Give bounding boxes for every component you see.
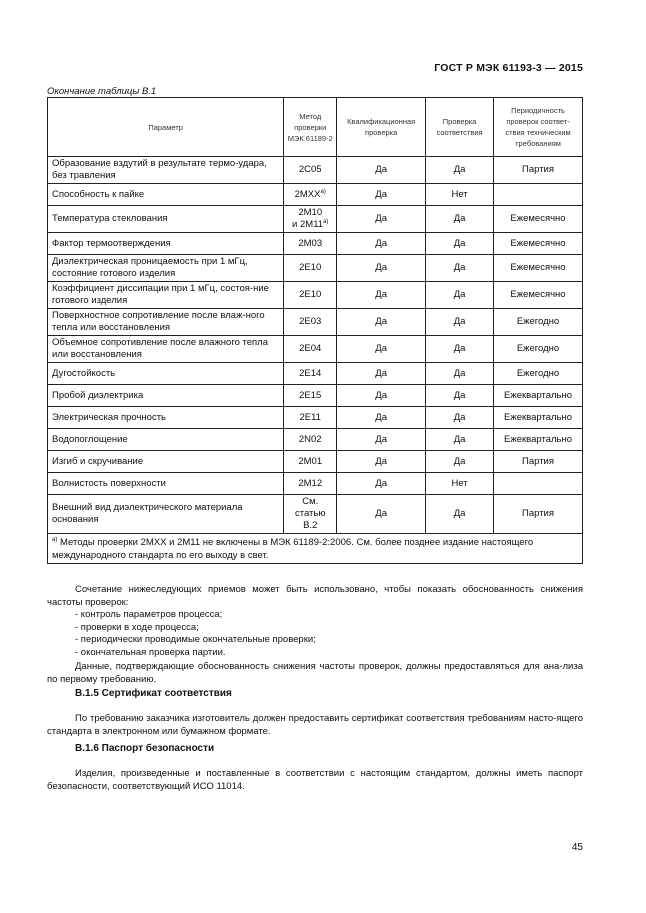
cell-conformance: Да	[426, 233, 494, 255]
cell-conformance: Да	[426, 309, 494, 336]
cell-method: 2Е03	[284, 309, 337, 336]
cell-parameter: Фактор термоотверждения	[48, 233, 284, 255]
cell-conformance: Да	[426, 282, 494, 309]
cell-method: 2Е14	[284, 363, 337, 385]
table-row	[48, 282, 583, 309]
table-row	[48, 385, 583, 407]
cell-parameter: Волнистость поверхности	[48, 473, 284, 495]
cell-qualification: Да	[337, 473, 426, 495]
cell-method	[284, 495, 337, 534]
cell-qualification: Да	[337, 451, 426, 473]
cell-parameter: Способность к пайке	[48, 184, 284, 206]
cell-parameter: Внешний вид диэлектрического материала основания	[48, 495, 284, 534]
cell-conformance: Да	[426, 495, 494, 534]
cell-parameter: Изгиб и скручивание	[48, 451, 284, 473]
page-number: 45	[571, 842, 583, 853]
cell-parameter: Поверхностное сопротивление после влаж-ного тепла или восстановления	[48, 309, 284, 336]
cell-periodicity: Ежеквартально	[494, 407, 583, 429]
section-title-safety: В.1.6 Паспорт безопасности	[75, 743, 215, 754]
cell-parameter: Коэффициент диссипации при 1 мГц, состоя-ние готового изделия	[48, 282, 284, 309]
cell-method: 2M12	[284, 473, 337, 495]
cell-method: 2Е10	[284, 282, 337, 309]
cell-periodicity: Партия	[494, 495, 583, 534]
cell-method: 2Е04	[284, 336, 337, 363]
table-row	[48, 473, 583, 495]
requirements-table	[47, 97, 583, 564]
list-item: - проверки в ходе процесса;	[75, 621, 199, 633]
method-text: 2M10	[298, 207, 323, 218]
header-conformance: Проверка соответствия	[426, 98, 494, 157]
cell-method: 2Е15	[284, 385, 337, 407]
method-text-line2: и 2M11	[292, 219, 324, 230]
cell-parameter: Дугостойкость	[48, 363, 284, 385]
cell-conformance: Да	[426, 255, 494, 282]
cell-qualification: Да	[337, 255, 426, 282]
cell-periodicity: Ежеквартально	[494, 385, 583, 407]
table-row	[48, 407, 583, 429]
cell-method	[284, 157, 337, 184]
table-caption: Окончание таблицы В.1	[47, 86, 157, 97]
list-item: - окончательная проверка партии.	[75, 647, 226, 659]
table-row	[48, 206, 583, 233]
table-row	[48, 451, 583, 473]
cell-periodicity: Ежеквартально	[494, 429, 583, 451]
cell-method: 2Е10	[284, 255, 337, 282]
list-item: - контроль параметров процесса;	[75, 609, 223, 620]
table-row	[48, 363, 583, 385]
cell-conformance: Да	[426, 206, 494, 233]
footnote-ref: а)	[323, 218, 329, 225]
table-body	[48, 157, 583, 564]
cell-qualification: Да	[337, 407, 426, 429]
cell-conformance: Нет	[426, 184, 494, 206]
table-row	[48, 336, 583, 363]
cell-qualification: Да	[337, 385, 426, 407]
cell-parameter: Температура стеклования	[48, 206, 284, 233]
paragraph-data: Данные, подтверждающие обоснованность снижения частоты проверок, должны предоставляться для ана-лиза по первому требованию.	[47, 660, 583, 685]
cell-periodicity: Ежегодно	[494, 309, 583, 336]
cell-parameter: Образование вздутий в результате термо-удара, без травления	[48, 157, 284, 184]
cell-periodicity: Ежемесячно	[494, 206, 583, 233]
cell-conformance: Да	[426, 363, 494, 385]
cell-method	[284, 184, 337, 206]
safety-text-block	[47, 767, 583, 793]
footnote-text: Методы проверки 2МХХ и 2M11 не включены в МЭК 61189-2:2006. См. более позднее издание настоящего международного стандарта по его выходу в свет.	[52, 536, 534, 561]
cell-parameter: Пробой диэлектрика	[48, 385, 284, 407]
table-footnote	[48, 534, 583, 564]
document-header: ГОСТ Р МЭК 61193-3 — 2015	[434, 62, 583, 74]
method-text: 2C05	[298, 164, 322, 175]
cell-method	[284, 206, 337, 233]
method-text: См. статью	[294, 496, 326, 519]
cell-parameter: Диэлектрическая проницаемость при 1 мГц, состояние готового изделия	[48, 255, 284, 282]
table-row	[48, 429, 583, 451]
table-row	[48, 233, 583, 255]
cell-qualification: Да	[337, 495, 426, 534]
cell-method: 2N02	[284, 429, 337, 451]
table-row	[48, 184, 583, 206]
techniques-list	[47, 609, 583, 660]
header-method: Метод проверки МЭК 61189-2	[284, 98, 337, 157]
paragraph-safety: Изделия, произведенные и поставленные в соответствии с настоящим стандартом, должны иметь паспорт безопасности, соответствующий ИСО 11014.	[47, 768, 583, 792]
cell-periodicity	[494, 473, 583, 495]
header-periodicity: Периодичность проверок соответ-ствия техническим требованиям	[494, 98, 583, 157]
cell-qualification: Да	[337, 429, 426, 451]
cell-parameter: Водопоглощение	[48, 429, 284, 451]
cell-qualification: Да	[337, 184, 426, 206]
cell-method: 2M01	[284, 451, 337, 473]
cell-periodicity: Партия	[494, 451, 583, 473]
paragraph-certificate: По требованию заказчика изготовитель должен предоставить сертификат соответствия требованиям насто-ящего стандарта в электронном или бумажном формате.	[47, 713, 583, 737]
cell-periodicity: Партия	[494, 157, 583, 184]
cell-conformance: Да	[426, 429, 494, 451]
cell-qualification: Да	[337, 336, 426, 363]
reduction-section	[47, 583, 583, 686]
cell-periodicity: Ежемесячно	[494, 233, 583, 255]
cell-conformance: Да	[426, 385, 494, 407]
certificate-text-block	[47, 712, 583, 738]
cell-periodicity: Ежемесячно	[494, 255, 583, 282]
cell-qualification: Да	[337, 233, 426, 255]
footnote-ref: а)	[320, 188, 326, 195]
cell-conformance: Да	[426, 407, 494, 429]
list-item: - периодически проводимые окончательные проверки;	[75, 634, 316, 646]
cell-periodicity: Ежемесячно	[494, 282, 583, 309]
cell-parameter: Объемное сопротивление после влажного тепла или восстановления	[48, 336, 284, 363]
section-title-certificate: В.1.5 Сертификат соответствия	[75, 688, 232, 699]
header-parameter: Параметр	[48, 98, 284, 157]
cell-qualification: Да	[337, 206, 426, 233]
table-row	[48, 309, 583, 336]
cell-conformance: Нет	[426, 473, 494, 495]
header-qualification: Квалификационная проверка	[337, 98, 426, 157]
cell-conformance: Да	[426, 336, 494, 363]
cell-parameter: Электрическая прочность	[48, 407, 284, 429]
table-row	[48, 495, 583, 534]
method-text: 2МХХ	[294, 188, 321, 200]
table-row	[48, 157, 583, 184]
cell-qualification: Да	[337, 282, 426, 309]
cell-periodicity: Ежегодно	[494, 363, 583, 385]
cell-qualification: Да	[337, 157, 426, 184]
table-row	[48, 255, 583, 282]
cell-qualification: Да	[337, 363, 426, 385]
cell-conformance: Да	[426, 451, 494, 473]
cell-method: 2M03	[284, 233, 337, 255]
cell-conformance: Да	[426, 157, 494, 184]
cell-periodicity: Ежегодно	[494, 336, 583, 363]
cell-qualification: Да	[337, 309, 426, 336]
cell-periodicity	[494, 184, 583, 206]
method-text-line2: В.2	[303, 520, 318, 531]
footnote-mark: а)	[52, 536, 58, 543]
cell-method: 2Е11	[284, 407, 337, 429]
paragraph-intro: Сочетание нижеследующих приемов может быть использовано, чтобы показать обоснованность снижения частоты проверок:	[47, 584, 583, 608]
table-header-row	[48, 98, 583, 157]
footnote-row	[48, 534, 583, 564]
